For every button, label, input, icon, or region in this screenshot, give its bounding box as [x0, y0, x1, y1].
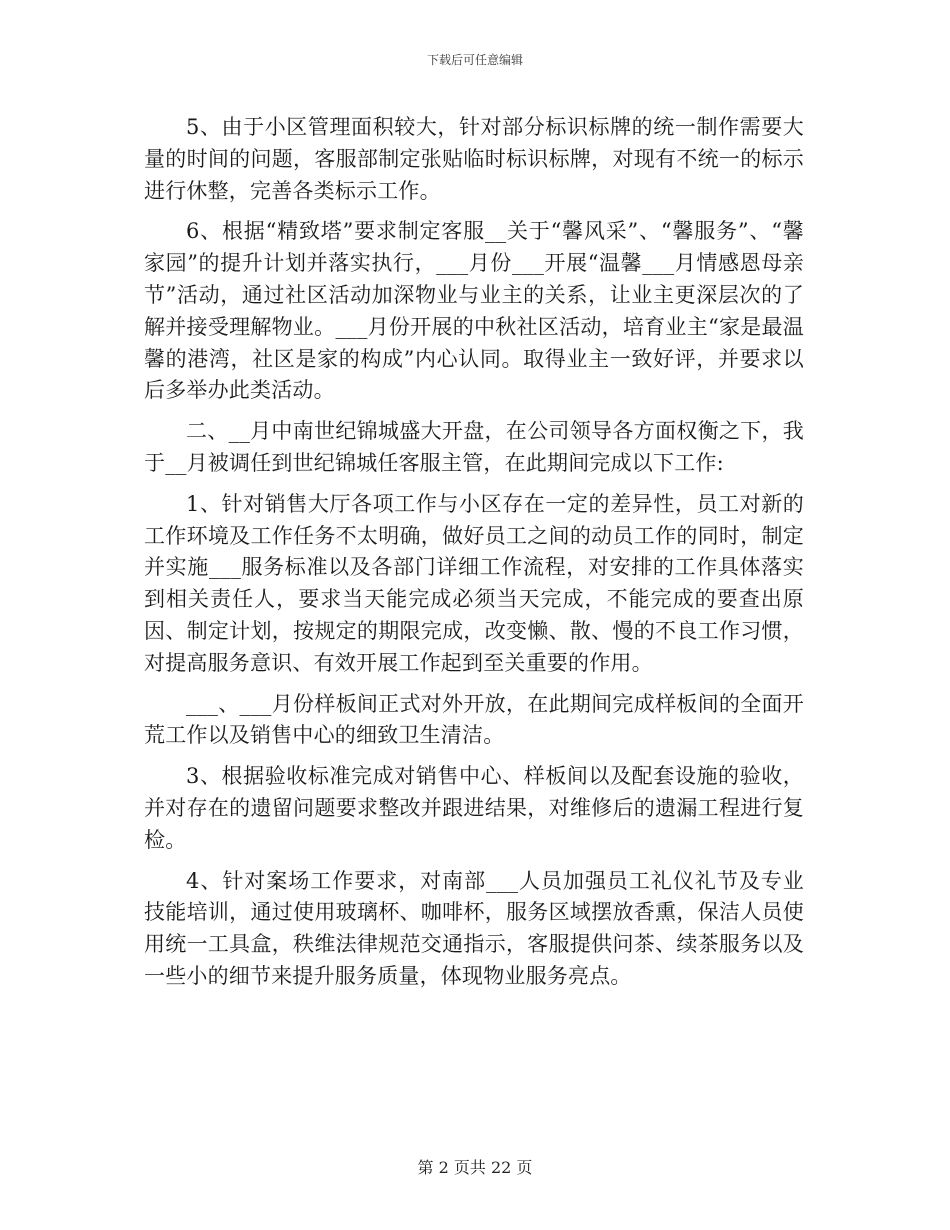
paragraph-section-2: 二、__月中南世纪锦城盛大开盘，在公司领导各方面权衡之下，我于__月被调任到世纪锦城任客服主管，在此期间完成以下工作: [144, 419, 804, 475]
page-header-note: 下载后可任意编辑 [426, 53, 523, 67]
page-number: 第 2 页共 22 页 [417, 1158, 533, 1177]
document-body [144, 112, 804, 1002]
paragraph-item-2: ___、___月份样板间正式对外开放，在此期间完成样板间的全面开荒工作以及销售中心的细致卫生清洁。 [144, 691, 804, 748]
paragraph-item-5: 5、由于小区管理面积较大，针对部分标识标牌的统一制作需要大量的时间的问题，客服部制定张贴临时标识标牌，对现有不统一的标示进行休整，完善各类标示工作。 [144, 115, 804, 203]
paragraph-item-6: 6、根据“精致塔”要求制定客服__关于“馨风采”、“馨服务”、“馨家园”的提升计划并落实执行，___月份___开展“温馨___月情感恩母亲节”活动，通过社区活动加深物业与业主的关系，让业主更深层次的了解并接受理解物业。___月份开展的中秋社区活动，培育业主“家是最温馨的港湾，社区是家的构成”内心认同。取得业主一致好评，并要求以后多举办此类活动。 [144, 219, 804, 403]
paragraph-item-3: 3、根据验收标准完成对销售中心、样板间以及配套设施的验收，并对存在的遗留问题要求整改并跟进结果，对维修后的遗漏工程进行复检。 [144, 764, 804, 852]
paragraph-item-4: 4、针对案场工作要求，对南部___人员加强员工礼仪礼节及专业技能培训，通过使用玻璃杯、咖啡杯，服务区域摆放香熏，保洁人员使用统一工具盒，秩维法律规范交通指示，客服提供问茶、续茶服务以及一些小的细节来提升服务质量，体现物业服务亮点。 [144, 868, 804, 988]
paragraph-item-1: 1、针对销售大厅各项工作与小区存在一定的差异性，员工对新的工作环境及工作任务不太明确，做好员工之间的动员工作的同时，制定并实施___服务标准以及各部门详细工作流程，对安排的工作具体落实到相关责任人，要求当天能完成必须当天完成，不能完成的要查出原因、制定计划，按规定的期限完成，改变懒、散、慢的不良工作习惯，对提高服务意识、有效开展工作起到至关重要的作用。 [144, 491, 804, 675]
